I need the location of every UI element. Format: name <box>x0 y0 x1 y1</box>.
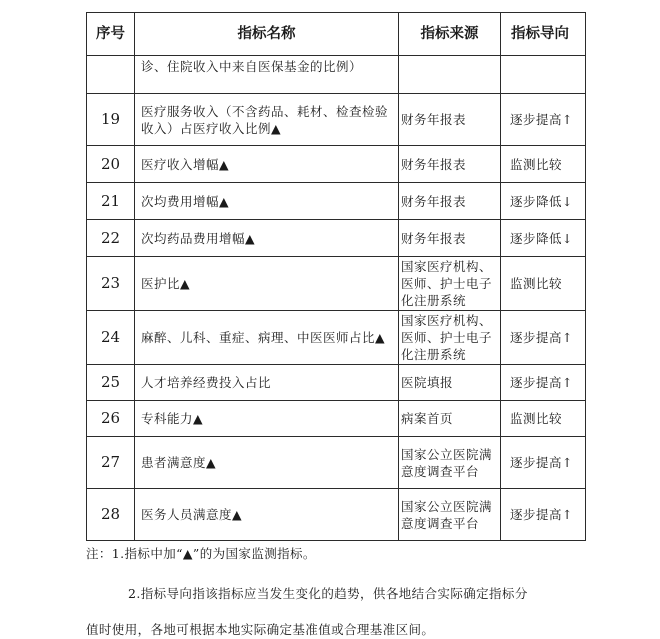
cell-orientation: 逐步提高↑ <box>501 489 586 541</box>
cell-orientation <box>501 56 586 94</box>
cell-source: 病案首页 <box>399 401 501 437</box>
cell-num: 20 <box>87 146 135 183</box>
footnote-1: 注：1.指标中加“▲”的为国家监测指标。 <box>86 546 316 561</box>
cell-orientation: 逐步提高↑ <box>501 311 586 365</box>
table-row <box>87 94 586 146</box>
cell-name: 次均费用增幅▲ <box>135 183 399 220</box>
continuation-row <box>87 56 586 94</box>
cell-num: 28 <box>87 489 135 541</box>
table-row <box>87 489 586 541</box>
cell-source: 财务年报表 <box>399 220 501 257</box>
cell-source <box>399 56 501 94</box>
cell-num: 26 <box>87 401 135 437</box>
cell-orientation: 监测比较 <box>501 146 586 183</box>
header-source: 指标来源 <box>399 13 501 56</box>
cell-name: 麻醉、儿科、重症、病理、中医医师占比▲ <box>135 311 399 365</box>
cell-source: 国家公立医院满意度调查平台 <box>399 437 501 489</box>
cell-orientation: 逐步降低↓ <box>501 183 586 220</box>
table-row <box>87 183 586 220</box>
cell-num: 21 <box>87 183 135 220</box>
cell-num: 24 <box>87 311 135 365</box>
table-row <box>87 365 586 401</box>
header-num: 序号 <box>87 13 135 56</box>
cell-name: 专科能力▲ <box>135 401 399 437</box>
cell-name: 医务人员满意度▲ <box>135 489 399 541</box>
cell-source: 财务年报表 <box>399 146 501 183</box>
cell-source: 国家公立医院满意度调查平台 <box>399 489 501 541</box>
table-row <box>87 311 586 365</box>
cell-num: 22 <box>87 220 135 257</box>
table-row <box>87 401 586 437</box>
cell-num: 19 <box>87 94 135 146</box>
header-name: 指标名称 <box>135 13 399 56</box>
cell-num: 27 <box>87 437 135 489</box>
cell-name: 次均药品费用增幅▲ <box>135 220 399 257</box>
cell-orientation: 逐步提高↑ <box>501 437 586 489</box>
footnote-2: 2.指标导向指该指标应当发生变化的趋势，供各地结合实际确定指标分 <box>128 586 528 601</box>
cell-name: 医疗收入增幅▲ <box>135 146 399 183</box>
cell-orientation: 监测比较 <box>501 401 586 437</box>
cell-orientation: 逐步提高↑ <box>501 365 586 401</box>
cell-num <box>87 56 135 94</box>
cell-source: 国家医疗机构、医师、护士电子化注册系统 <box>399 257 501 311</box>
cell-num: 25 <box>87 365 135 401</box>
cell-num: 23 <box>87 257 135 311</box>
indicator-table <box>86 12 586 541</box>
header-orientation: 指标导向 <box>501 13 586 56</box>
cell-source: 财务年报表 <box>399 94 501 146</box>
table-row <box>87 146 586 183</box>
table-row <box>87 257 586 311</box>
cell-source: 医院填报 <box>399 365 501 401</box>
table-header-row <box>87 13 586 56</box>
table-row <box>87 220 586 257</box>
footnote-2-continued: 值时使用，各地可根据本地实际确定基准值或合理基准区间。 <box>86 622 435 637</box>
table-row <box>87 437 586 489</box>
cell-orientation: 逐步提高↑ <box>501 94 586 146</box>
cell-source: 财务年报表 <box>399 183 501 220</box>
cell-source: 国家医疗机构、医师、护士电子化注册系统 <box>399 311 501 365</box>
cell-name: 医疗服务收入（不含药品、耗材、检查检验收入）占医疗收入比例▲ <box>135 94 399 146</box>
cell-name: 患者满意度▲ <box>135 437 399 489</box>
cell-orientation: 逐步降低↓ <box>501 220 586 257</box>
cell-name: 人才培养经费投入占比 <box>135 365 399 401</box>
cell-orientation: 监测比较 <box>501 257 586 311</box>
cell-name: 医护比▲ <box>135 257 399 311</box>
cell-name: 诊、住院收入中来自医保基金的比例） <box>135 56 399 94</box>
